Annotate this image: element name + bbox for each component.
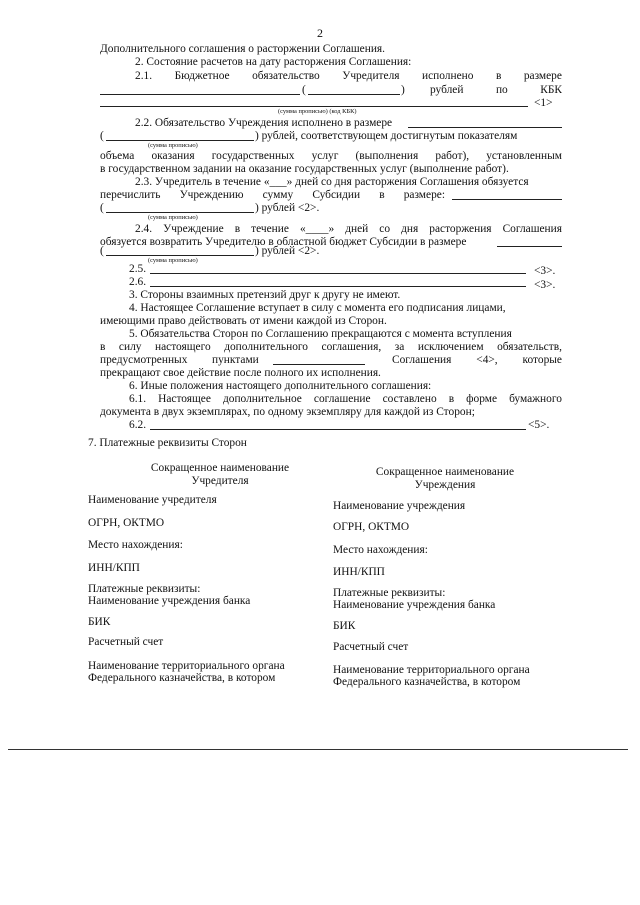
item-number: 2.6. <box>129 276 147 288</box>
text-line: 4. Настоящее Соглашение вступает в силу с момента его подписания лицами, <box>129 302 506 314</box>
word: дополнительное <box>222 393 302 405</box>
word: размере <box>523 70 562 82</box>
word: соглашения, <box>321 341 382 353</box>
text-line: ) рублей <2>. <box>255 245 320 257</box>
word: расторжения <box>429 223 492 235</box>
word: составлено <box>382 393 437 405</box>
bracket: ( <box>100 130 104 142</box>
footnote-ref: <3>. <box>534 265 556 277</box>
justified-line <box>129 393 562 406</box>
field-label: Наименование учреждения банка <box>88 595 251 607</box>
word: по <box>495 84 508 96</box>
word: в <box>495 70 502 82</box>
word: силу <box>118 341 142 353</box>
text-line: 5. Обязательства Сторон по Соглашению прекращаются с момента вступления <box>129 328 512 340</box>
word: Субсидии <box>312 189 361 201</box>
justified-line <box>100 341 562 354</box>
bracket: ( <box>100 202 104 214</box>
field-label: Платежные реквизиты: <box>88 583 201 595</box>
word: работ), <box>435 150 470 162</box>
word: размере: <box>403 189 445 201</box>
field-label: БИК <box>333 620 356 632</box>
word: дней <box>345 223 369 235</box>
text-line: обязуется возвратить Учредителю в областной бюджет Субсидии в размере <box>100 236 467 248</box>
field-hint: (сумма прописью) <box>148 214 198 221</box>
word: (выполнения <box>355 150 419 162</box>
word: в <box>100 341 106 353</box>
field-label: Наименование территориального органа <box>88 660 285 672</box>
word: Бюджетное <box>174 70 230 82</box>
word: <4>, <box>476 354 498 366</box>
field-label: ИНН/КПП <box>88 562 140 574</box>
word: государственных <box>211 150 295 162</box>
word: со <box>379 223 391 235</box>
title-line: Учреждения <box>414 479 476 491</box>
justified-line <box>392 354 562 367</box>
word: в <box>379 189 385 201</box>
word: за <box>394 341 405 353</box>
blank-line <box>308 94 400 95</box>
word: Учреждение <box>163 223 224 235</box>
text-line: Дополнительного соглашения о расторжении Соглашения. <box>100 43 386 55</box>
word: соглашение <box>313 393 371 405</box>
field-label: ОГРН, ОКТМО <box>88 517 165 529</box>
word: дня <box>401 223 419 235</box>
word: Учредителя <box>342 70 400 82</box>
right-column-title <box>325 466 565 492</box>
text-line: 3. Стороны взаимных претензий друг к другу не имеют. <box>129 289 401 301</box>
blank-line <box>100 106 528 107</box>
word: Соглашения <box>392 354 452 366</box>
blank-line <box>100 94 300 95</box>
text-line: имеющими право действовать от имени каждой из Сторон. <box>100 315 387 327</box>
title-line: Сокращенное наименование <box>150 462 290 474</box>
field-label: Наименование учреждения банка <box>333 599 496 611</box>
field-label: Место нахождения: <box>88 539 183 551</box>
word: в <box>234 223 241 235</box>
blank-line <box>452 199 562 200</box>
blank-line <box>106 140 254 141</box>
word: бумажного <box>509 393 562 405</box>
text-line: 2.3. Учредитель в течение «___» дней со дня расторжения Соглашения обязуется <box>135 176 529 188</box>
page-divider <box>8 749 628 750</box>
field-label: Платежные реквизиты: <box>333 587 446 599</box>
justified-line <box>100 189 445 202</box>
footnote-ref: <3>. <box>534 279 556 291</box>
field-label: Расчетный счет <box>333 641 409 653</box>
bracket: ( <box>100 245 104 257</box>
word: дополнительного <box>224 341 308 353</box>
text-line: 2.2. Обязательство Учреждения исполнено в размере <box>135 117 393 129</box>
field-label: БИК <box>88 616 111 628</box>
footnote-ref: <5>. <box>528 419 550 431</box>
word: сумму <box>262 189 294 201</box>
blank-line <box>106 255 254 256</box>
text-line: в государственном задании на оказание государственных услуг (выполнение работ). <box>100 163 509 175</box>
word: настоящего <box>154 341 211 353</box>
word: течение <box>251 223 289 235</box>
field-hint: (сумма прописью) (код КБК) <box>278 108 357 115</box>
field-label: Федерального казначейства, в котором <box>333 676 521 688</box>
blank-line <box>408 127 562 128</box>
field-label: Наименование учреждения <box>333 500 466 512</box>
word: исключением <box>417 341 484 353</box>
title-line: Сокращенное наименование <box>375 466 515 478</box>
field-label: ОГРН, ОКТМО <box>333 521 410 533</box>
word: 2.4. <box>135 223 153 235</box>
field-label: Федерального казначейства, в котором <box>88 672 276 684</box>
field-label: Наименование учредителя <box>88 494 217 506</box>
field-hint: (сумма прописью) <box>148 142 198 149</box>
justified-line <box>430 84 562 97</box>
field-label: Расчетный счет <box>88 636 164 648</box>
word: Настоящее <box>158 393 211 405</box>
justified-line <box>135 223 562 236</box>
blank-line <box>106 212 254 213</box>
word: КБК <box>540 84 562 96</box>
word: обязательство <box>252 70 320 82</box>
field-label: ИНН/КПП <box>333 566 385 578</box>
text-line: документа в двух экземплярах, по одному экземпляру для каждой из Сторон; <box>100 406 475 418</box>
section-heading: 7. Платежные реквизиты Сторон <box>88 437 247 449</box>
word: Учреждению <box>179 189 244 201</box>
word: 6.1. <box>129 393 147 405</box>
field-label: Место нахождения: <box>333 544 428 556</box>
text-line: 6. Иные положения настоящего дополнительного соглашения: <box>129 380 432 392</box>
word: рублей <box>430 84 464 96</box>
word: перечислить <box>100 189 161 201</box>
word: «____» <box>299 223 335 235</box>
word: установленным <box>486 150 562 162</box>
footnote-ref: <1> <box>534 97 553 109</box>
field-hint: (сумма прописью) <box>148 257 198 264</box>
justified-line <box>135 70 562 83</box>
bracket: ( <box>302 84 306 96</box>
blank-line <box>273 364 365 365</box>
blank-line <box>497 246 562 247</box>
word: исполнено <box>422 70 474 82</box>
justified-line <box>100 150 562 163</box>
word: которые <box>522 354 562 366</box>
word: обязательств, <box>497 341 562 353</box>
item-number: 2.5. <box>129 263 147 275</box>
text-line: прекращают свое действие после полного их исполнения. <box>100 367 381 379</box>
field-label: Наименование территориального органа <box>333 664 530 676</box>
text-line: 2. Состояние расчетов на дату расторжения Соглашения: <box>135 56 412 68</box>
word: Соглашения <box>502 223 562 235</box>
word: 2.1. <box>135 70 153 82</box>
word: пунктами <box>212 354 259 366</box>
left-column-title <box>100 462 340 488</box>
word: услуг <box>311 150 339 162</box>
blank-line <box>150 286 526 287</box>
blank-line <box>150 429 526 430</box>
word: в <box>448 393 455 405</box>
word: оказания <box>151 150 195 162</box>
word: предусмотренных <box>100 354 188 366</box>
title-line: Учредителя <box>191 475 249 487</box>
text-line: ) рублей <2>. <box>255 202 320 214</box>
blank-line <box>150 273 526 274</box>
word: форме <box>466 393 498 405</box>
text-line: ) рублей, соответствующем достигнутым показателям <box>255 130 518 142</box>
item-number: 6.2. <box>129 419 147 431</box>
bracket: ) <box>401 84 405 96</box>
page-number: 2 <box>317 26 323 40</box>
word: объема <box>100 150 135 162</box>
